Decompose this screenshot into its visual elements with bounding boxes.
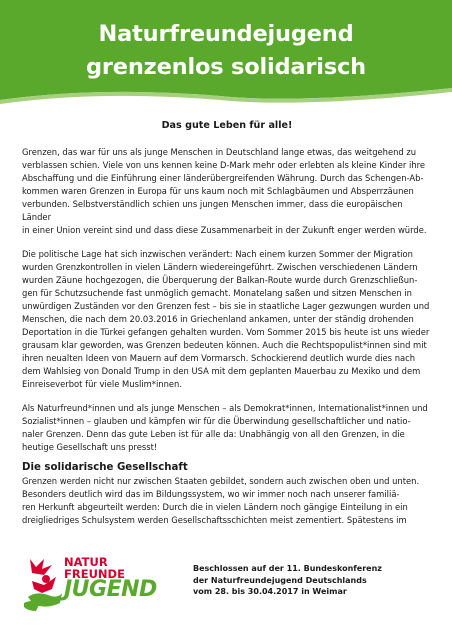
logo-figure-icon xyxy=(22,555,66,615)
logo-text-jugend: JUGEND xyxy=(64,577,157,602)
paragraph-2: Die politische Lage hat sich inzwischen verändert: Nach einem kurzen Sommer der Migration wurden Grenzkontrollen in vielen Ländern wiedereingeführt. Zwischen verschiedenen Ländern wurden Zäune hochgezogen, die Überquerung der Balkan-Route wurde durch Grenzschließun- gen für Schutzsuchende fast unmöglich gemacht. Monatelang saßen und sitzen Menschen in unwürdigen Zuständen vor den Grenzen fest – bis sie in staatliche Lager gezwungen wurden und Menschen, die nach dem 20.03.2016 in Griechenland ankamen, unter der ständig drohenden Deportation in die Türkei gefangen gehalten wurden. Vom Sommer 2015 bis heute ist uns wieder grausam klar geworden, was Grenzen bedeuten können. Auch die Rechtspopulist*innen sind mit ihren neualten Ideen von Mauern auf dem Vormarsch. Schockierend deutlich wurde dies nach dem Wahlsieg von Donald Trump in den USA mit dem geplanten Mauerbau zu Mexiko und dem Einreiseverbot für viele Muslim*innen. xyxy=(22,249,430,389)
section-paragraph: Grenzen werden nicht nur zwischen Staaten gebildet, sondern auch zwischen oben und unten. Besonders deutlich wird das im Bildungssystem, wo wir immer noch nach unserer familiä- ren Herkunft abgeurteilt werden: Durch die in vielen Ländern noch gängige Einteilung in ein dreigliedriges Schulsystem werden Gesellschaftsschichten meist zementiert. Spätestens im xyxy=(22,476,420,525)
section-heading: Die solidarische Gesellschaft xyxy=(22,462,188,473)
note-line-3: vom 28. bis 30.04.2017 in Weimar xyxy=(193,587,347,596)
intro-heading: Das gute Leben für alle! xyxy=(161,120,293,131)
naturfreundejugend-logo xyxy=(22,555,172,617)
page-title xyxy=(0,18,452,84)
header-banner xyxy=(0,0,452,106)
logo-text-natur: NATUR xyxy=(64,555,108,569)
note-line-2: der Naturfreundejugend Deutschlands xyxy=(193,575,367,585)
resolution-note xyxy=(193,563,433,598)
main-content xyxy=(22,119,432,538)
note-line-1: Beschlossen auf der 11. Bundeskonferenz xyxy=(193,564,382,573)
paragraph-1: Grenzen, das war für uns als junge Menschen in Deutschland lange etwas, das weitgehend zu verblassen schien. Viele von uns kennen keine D-Mark mehr oder erlebten als kleine Kinder ihre Abschaffung und die Einführung einer länderübergreifenden Währung. Durch das Schengen-Ab- kommen waren Grenzen in Europa für uns kaum noch mit Schlagbäumen und Absperrzäunen verbunden. Selbstverständlich schien uns jungen Menschen immer, dass die europäischen Länder in einer Union vereint sind und dass diese Zusammenarbeit in der Zukunft enger werden würde. xyxy=(22,147,427,235)
paragraph-3: Als Naturfreund*innen und als junge Menschen – als Demokrat*innen, Internationalist*innen und Sozialist*innen – glauben und kämpfen wir für die Überwindung gesellschaftlicher und natio- naler Grenzen. Denn das gute Leben ist für alle da: Unabhängig von all den Grenzen, in die heutige Gesellschaft uns presst! xyxy=(22,403,428,452)
title-line-1: Naturfreundejugend xyxy=(98,21,354,47)
logo-text-freunde: FREUNDE xyxy=(64,567,125,581)
title-line-2: grenzenlos solidarisch xyxy=(86,54,366,80)
